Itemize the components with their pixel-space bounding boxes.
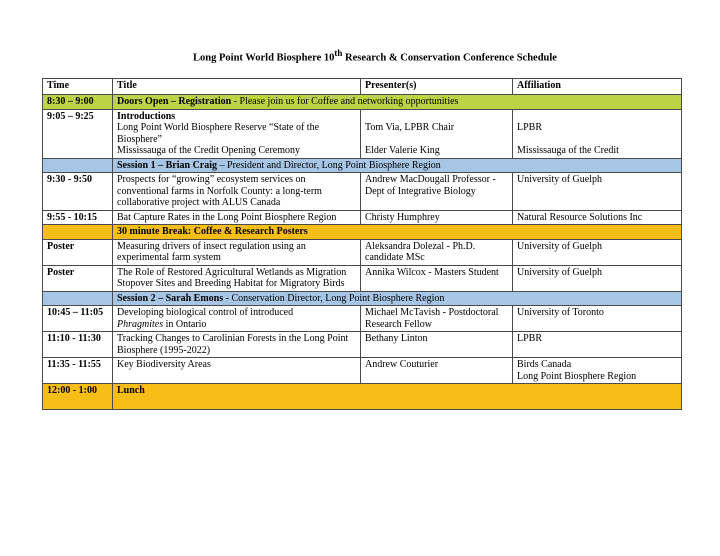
time-cell: 8:30 – 9:00 <box>43 95 113 110</box>
affiliation-cell: University of Guelph <box>513 173 682 211</box>
affiliation-cell: LPBR Mississauga of the Credit <box>513 109 682 158</box>
table-row <box>43 109 682 158</box>
header-affiliation: Affiliation <box>513 79 682 95</box>
schedule-table <box>42 78 682 410</box>
title-cell: Prospects for “growing” ecosystem services on conventional farms in Norfolk County: a long-term collaborative project with ALUS Canada <box>113 173 361 211</box>
table-row <box>43 306 682 332</box>
time-cell: 9:55 - 10:15 <box>43 210 113 225</box>
affiliation-cell: University of Guelph <box>513 265 682 291</box>
time-cell: Poster <box>43 239 113 265</box>
presenter-cell: Andrew Couturier <box>361 358 513 384</box>
lunch-row <box>43 384 682 410</box>
title-cell: Tracking Changes to Carolinian Forests in the Long Point Biosphere (1995-2022) <box>113 332 361 358</box>
lunch-title: Lunch <box>113 384 682 410</box>
title-cell: Measuring drivers of insect regulation using an experimental farm system <box>113 239 361 265</box>
table-row <box>43 239 682 265</box>
time-cell: 9:05 – 9:25 <box>43 109 113 158</box>
title-cell: Introductions Long Point World Biosphere Reserve “State of the Biosphere” Mississauga of the Credit Opening Ceremony <box>113 109 361 158</box>
table-row <box>43 265 682 291</box>
title-cell: Doors Open – Registration - Please join us for Coffee and networking opportunities <box>113 95 682 110</box>
title-cell: Key Biodiversity Areas <box>113 358 361 384</box>
title-cell: The Role of Restored Agricultural Wetlands as Migration Stopover Sites and Breeding Habitat for Migratory Birds <box>113 265 361 291</box>
affiliation-cell: University of Toronto <box>513 306 682 332</box>
table-row <box>43 210 682 225</box>
session-title: Session 1 – Brian Craig – President and Director, Long Point Biosphere Region <box>113 158 682 173</box>
time-cell: 10:45 – 11:05 <box>43 306 113 332</box>
session-title: Session 2 – Sarah Emons - Conservation Director, Long Point Biosphere Region <box>113 291 682 306</box>
presenter-cell: Annika Wilcox - Masters Student <box>361 265 513 291</box>
session-row <box>43 158 682 173</box>
table-row <box>43 358 682 384</box>
break-title: 30 minute Break: Coffee & Research Posters <box>113 225 682 240</box>
table-row <box>43 332 682 358</box>
title-cell: Developing biological control of introduced Phragmites in Ontario <box>113 306 361 332</box>
presenter-cell: Andrew MacDougall Professor - Dept of Integrative Biology <box>361 173 513 211</box>
presenter-cell: Aleksandra Dolezal - Ph.D. candidate MSc <box>361 239 513 265</box>
presenter-cell: Tom Via, LPBR Chair Elder Valerie King <box>361 109 513 158</box>
time-cell: Poster <box>43 265 113 291</box>
presenter-cell: Michael McTavish - Postdoctoral Research Fellow <box>361 306 513 332</box>
affiliation-cell: LPBR <box>513 332 682 358</box>
session-row <box>43 291 682 306</box>
break-row <box>43 225 682 240</box>
presenter-cell: Christy Humphrey <box>361 210 513 225</box>
affiliation-cell: University of Guelph <box>513 239 682 265</box>
header-time: Time <box>43 79 113 95</box>
table-row <box>43 95 682 110</box>
header-row <box>43 79 682 95</box>
presenter-cell: Bethany Linton <box>361 332 513 358</box>
table-row <box>43 173 682 211</box>
header-title: Title <box>113 79 361 95</box>
affiliation-cell: Natural Resource Solutions Inc <box>513 210 682 225</box>
title-cell: Bat Capture Rates in the Long Point Biosphere Region <box>113 210 361 225</box>
time-cell: 11:10 - 11:30 <box>43 332 113 358</box>
page-title: Long Point World Biosphere 10th Research & Conservation Conference Schedule <box>193 48 557 64</box>
time-cell: 9:30 - 9:50 <box>43 173 113 211</box>
time-cell: 12:00 - 1:00 <box>43 384 113 410</box>
time-cell: 11:35 - 11:55 <box>43 358 113 384</box>
affiliation-cell: Birds Canada Long Point Biosphere Region <box>513 358 682 384</box>
header-presenter: Presenter(s) <box>361 79 513 95</box>
